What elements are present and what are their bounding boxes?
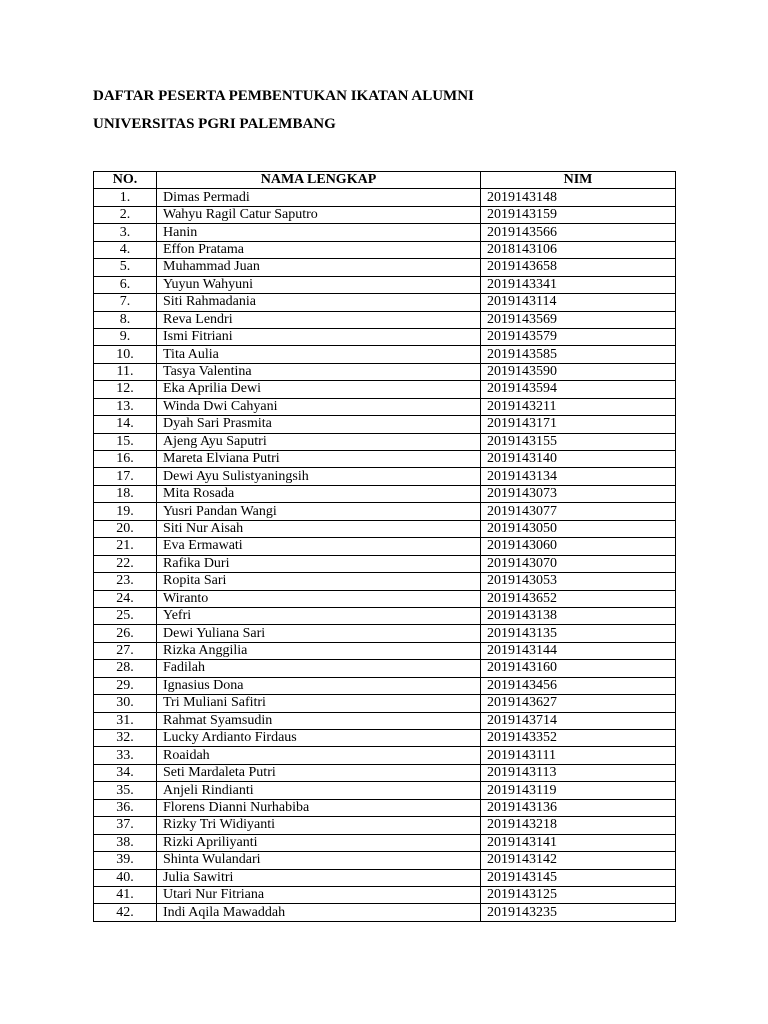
table-row (94, 799, 676, 816)
row-nim: 2019143053 (481, 573, 676, 590)
row-full-name: Effon Pratama (157, 241, 481, 258)
row-nim: 2019143160 (481, 660, 676, 677)
row-number: 10. (94, 346, 157, 363)
row-number: 24. (94, 590, 157, 607)
table-row (94, 677, 676, 694)
row-nim: 2019143658 (481, 259, 676, 276)
row-number: 40. (94, 869, 157, 886)
row-nim: 2019143594 (481, 381, 676, 398)
row-number: 22. (94, 555, 157, 572)
table-row (94, 747, 676, 764)
row-nim: 2019143136 (481, 799, 676, 816)
row-nim: 2019143134 (481, 468, 676, 485)
row-number: 15. (94, 433, 157, 450)
row-number: 1. (94, 189, 157, 206)
row-nim: 2019143141 (481, 834, 676, 851)
row-full-name: Yusri Pandan Wangi (157, 503, 481, 520)
document-subtitle: UNIVERSITAS PGRI PALEMBANG (93, 116, 336, 132)
row-number: 20. (94, 520, 157, 537)
table-row (94, 520, 676, 537)
row-nim: 2019143060 (481, 538, 676, 555)
row-full-name: Mita Rosada (157, 485, 481, 502)
row-nim: 2019143714 (481, 712, 676, 729)
row-full-name: Seti Mardaleta Putri (157, 764, 481, 781)
row-nim: 2019143140 (481, 451, 676, 468)
row-nim: 2019143114 (481, 294, 676, 311)
row-number: 41. (94, 886, 157, 903)
table-row (94, 363, 676, 380)
table-row (94, 730, 676, 747)
row-full-name: Reva Lendri (157, 311, 481, 328)
row-number: 30. (94, 695, 157, 712)
row-nim: 2019143218 (481, 817, 676, 834)
header-full-name: NAMA LENGKAP (157, 172, 481, 189)
row-full-name: Rizky Tri Widiyanti (157, 817, 481, 834)
row-full-name: Utari Nur Fitriana (157, 886, 481, 903)
row-full-name: Wahyu Ragil Catur Saputro (157, 206, 481, 223)
table-row (94, 695, 676, 712)
row-number: 8. (94, 311, 157, 328)
table-row (94, 869, 676, 886)
row-full-name: Shinta Wulandari (157, 852, 481, 869)
row-full-name: Eva Ermawati (157, 538, 481, 555)
row-number: 19. (94, 503, 157, 520)
participant-table (93, 171, 676, 922)
row-number: 6. (94, 276, 157, 293)
row-full-name: Fadilah (157, 660, 481, 677)
row-nim: 2019143171 (481, 416, 676, 433)
row-number: 38. (94, 834, 157, 851)
row-full-name: Dewi Ayu Sulistyaningsih (157, 468, 481, 485)
table-row (94, 433, 676, 450)
row-nim: 2019143135 (481, 625, 676, 642)
row-full-name: Siti Rahmadania (157, 294, 481, 311)
row-nim: 2019143145 (481, 869, 676, 886)
table-row (94, 485, 676, 502)
table-row (94, 468, 676, 485)
row-number: 32. (94, 730, 157, 747)
row-full-name: Julia Sawitri (157, 869, 481, 886)
table-row (94, 311, 676, 328)
row-nim: 2019143144 (481, 642, 676, 659)
row-number: 14. (94, 416, 157, 433)
row-full-name: Tasya Valentina (157, 363, 481, 380)
row-full-name: Winda Dwi Cahyani (157, 398, 481, 415)
table-row (94, 904, 676, 921)
table-row (94, 189, 676, 206)
row-number: 2. (94, 206, 157, 223)
row-full-name: Wiranto (157, 590, 481, 607)
row-full-name: Florens Dianni Nurhabiba (157, 799, 481, 816)
row-number: 12. (94, 381, 157, 398)
row-nim: 2019143125 (481, 886, 676, 903)
table-row (94, 224, 676, 241)
document-title: DAFTAR PESERTA PEMBENTUKAN IKATAN ALUMNI (93, 88, 474, 104)
row-number: 36. (94, 799, 157, 816)
row-full-name: Yuyun Wahyuni (157, 276, 481, 293)
table-body (94, 189, 676, 921)
row-number: 9. (94, 328, 157, 345)
row-number: 16. (94, 451, 157, 468)
row-full-name: Ropita Sari (157, 573, 481, 590)
row-number: 3. (94, 224, 157, 241)
row-nim: 2019143159 (481, 206, 676, 223)
table-row (94, 398, 676, 415)
table-row (94, 555, 676, 572)
row-number: 25. (94, 607, 157, 624)
table-row (94, 590, 676, 607)
table-row (94, 206, 676, 223)
row-nim: 2019143073 (481, 485, 676, 502)
row-number: 18. (94, 485, 157, 502)
table-row (94, 852, 676, 869)
row-full-name: Ignasius Dona (157, 677, 481, 694)
row-number: 4. (94, 241, 157, 258)
row-full-name: Muhammad Juan (157, 259, 481, 276)
row-nim: 2019143652 (481, 590, 676, 607)
row-nim: 2019143456 (481, 677, 676, 694)
table-row (94, 241, 676, 258)
row-nim: 2019143566 (481, 224, 676, 241)
row-number: 31. (94, 712, 157, 729)
row-full-name: Roaidah (157, 747, 481, 764)
table-row (94, 625, 676, 642)
row-nim: 2018143106 (481, 241, 676, 258)
row-full-name: Rizki Apriliyanti (157, 834, 481, 851)
row-number: 28. (94, 660, 157, 677)
table-row (94, 782, 676, 799)
table-row (94, 712, 676, 729)
row-full-name: Rahmat Syamsudin (157, 712, 481, 729)
table-row (94, 328, 676, 345)
row-number: 23. (94, 573, 157, 590)
row-number: 17. (94, 468, 157, 485)
row-full-name: Dyah Sari Prasmita (157, 416, 481, 433)
row-full-name: Rafika Duri (157, 555, 481, 572)
row-nim: 2019143138 (481, 607, 676, 624)
table-row (94, 834, 676, 851)
row-nim: 2019143235 (481, 904, 676, 921)
row-full-name: Hanin (157, 224, 481, 241)
row-full-name: Yefri (157, 607, 481, 624)
row-number: 35. (94, 782, 157, 799)
row-number: 34. (94, 764, 157, 781)
row-full-name: Indi Aqila Mawaddah (157, 904, 481, 921)
row-nim: 2019143070 (481, 555, 676, 572)
table-row (94, 416, 676, 433)
table-row (94, 817, 676, 834)
table-row (94, 573, 676, 590)
table-row (94, 764, 676, 781)
table-row (94, 503, 676, 520)
row-nim: 2019143148 (481, 189, 676, 206)
row-number: 42. (94, 904, 157, 921)
row-nim: 2019143119 (481, 782, 676, 799)
table-row (94, 538, 676, 555)
row-number: 5. (94, 259, 157, 276)
row-number: 26. (94, 625, 157, 642)
table-row (94, 451, 676, 468)
table-row (94, 660, 676, 677)
row-number: 39. (94, 852, 157, 869)
row-number: 11. (94, 363, 157, 380)
row-full-name: Eka Aprilia Dewi (157, 381, 481, 398)
row-full-name: Mareta Elviana Putri (157, 451, 481, 468)
row-number: 21. (94, 538, 157, 555)
row-nim: 2019143050 (481, 520, 676, 537)
row-full-name: Tita Aulia (157, 346, 481, 363)
row-full-name: Ajeng Ayu Saputri (157, 433, 481, 450)
row-full-name: Tri Muliani Safitri (157, 695, 481, 712)
row-nim: 2019143341 (481, 276, 676, 293)
table-row (94, 294, 676, 311)
row-nim: 2019143211 (481, 398, 676, 415)
row-nim: 2019143142 (481, 852, 676, 869)
row-nim: 2019143569 (481, 311, 676, 328)
row-nim: 2019143579 (481, 328, 676, 345)
row-number: 13. (94, 398, 157, 415)
row-nim: 2019143627 (481, 695, 676, 712)
table-row (94, 346, 676, 363)
table-row (94, 276, 676, 293)
row-nim: 2019143155 (481, 433, 676, 450)
row-number: 27. (94, 642, 157, 659)
table-row (94, 886, 676, 903)
row-number: 37. (94, 817, 157, 834)
row-number: 29. (94, 677, 157, 694)
row-full-name: Siti Nur Aisah (157, 520, 481, 537)
table-row (94, 259, 676, 276)
row-full-name: Lucky Ardianto Firdaus (157, 730, 481, 747)
header-no: NO. (94, 172, 157, 189)
row-nim: 2019143077 (481, 503, 676, 520)
row-nim: 2019143352 (481, 730, 676, 747)
row-nim: 2019143590 (481, 363, 676, 380)
row-full-name: Anjeli Rindianti (157, 782, 481, 799)
row-number: 7. (94, 294, 157, 311)
header-nim: NIM (481, 172, 676, 189)
row-nim: 2019143585 (481, 346, 676, 363)
row-number: 33. (94, 747, 157, 764)
row-full-name: Rizka Anggilia (157, 642, 481, 659)
row-full-name: Dewi Yuliana Sari (157, 625, 481, 642)
row-nim: 2019143111 (481, 747, 676, 764)
table-header-row (94, 172, 676, 189)
table-row (94, 642, 676, 659)
row-full-name: Dimas Permadi (157, 189, 481, 206)
row-nim: 2019143113 (481, 764, 676, 781)
row-full-name: Ismi Fitriani (157, 328, 481, 345)
table-row (94, 381, 676, 398)
table-row (94, 607, 676, 624)
